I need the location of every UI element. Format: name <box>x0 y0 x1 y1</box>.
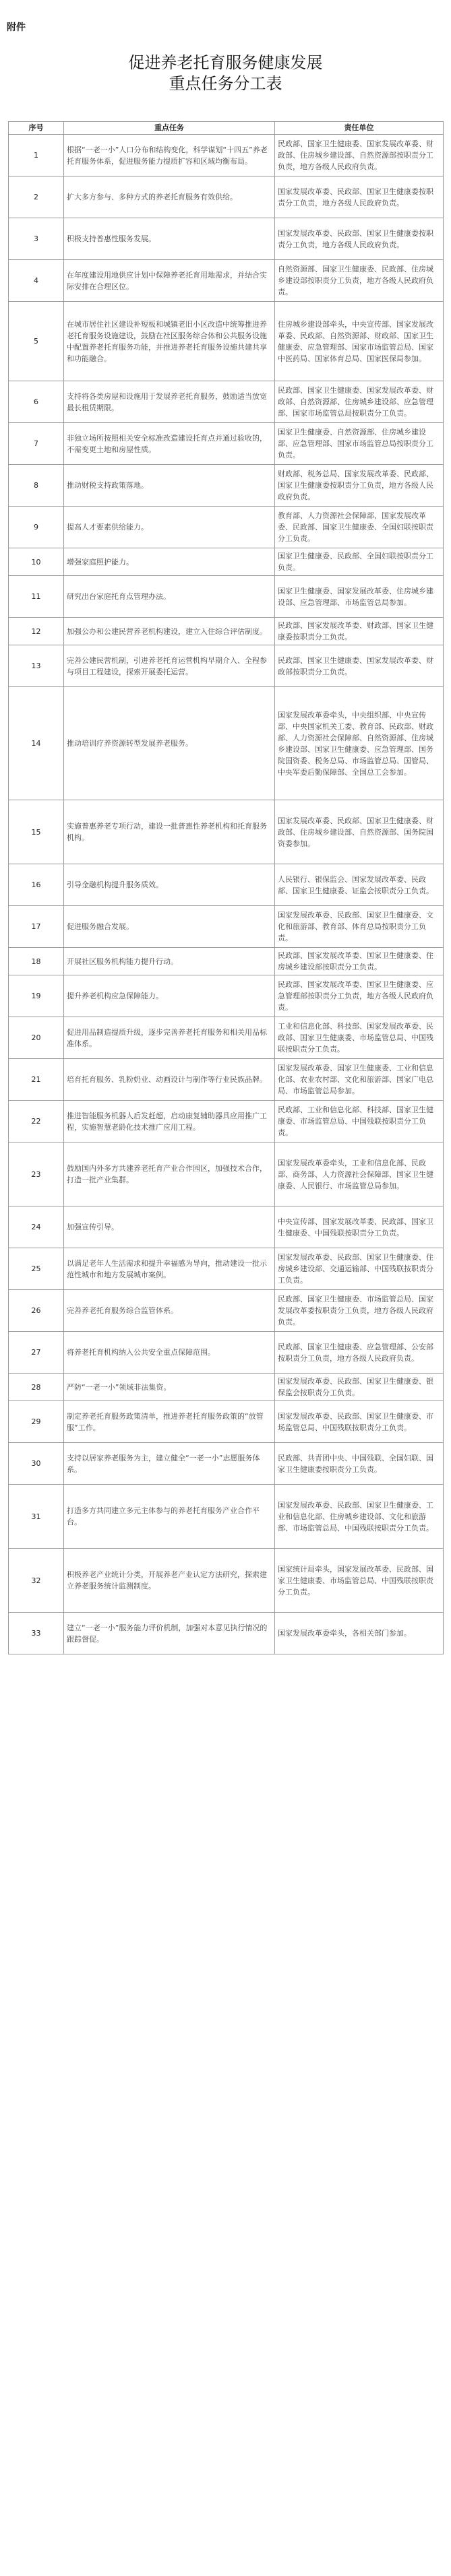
row-number: 1 <box>9 135 64 176</box>
row-task: 提高人才要素供给能力。 <box>64 507 275 548</box>
row-task: 实施普惠养老专项行动，建设一批普惠性养老机构和托育服务机构。 <box>64 800 275 864</box>
table-row <box>9 135 444 176</box>
table-row <box>9 800 444 864</box>
row-units: 民政部、共青团中央、中国残联、全国妇联、国家卫生健康委按职责分工负责。 <box>275 1443 444 1485</box>
row-units: 民政部、国家卫生健康委、国家发展改革委、财政部按职责分工负责。 <box>275 645 444 687</box>
row-number: 22 <box>9 1101 64 1142</box>
row-number: 29 <box>9 1401 64 1443</box>
table-row <box>9 302 444 381</box>
table-row <box>9 948 444 975</box>
table-row <box>9 864 444 906</box>
task-table <box>8 121 444 1654</box>
header-number: 序号 <box>9 122 64 135</box>
row-number: 8 <box>9 465 64 507</box>
row-task: 非独立场所按照相关安全标准改造建设托育点并通过验收的，不需变更土地和房屋性质。 <box>64 423 275 465</box>
row-number: 7 <box>9 423 64 465</box>
row-units: 民政部、国家发展改革委、国家卫生健康委、住房城乡建设部按职责分工负责。 <box>275 948 444 975</box>
row-task: 加强公办和公建民营养老机构建设，建立入住综合评估制度。 <box>64 618 275 645</box>
row-task: 推动财税支持政策落地。 <box>64 465 275 507</box>
row-units: 国家发展改革委、民政部、国家卫生健康委、财政部、住房城乡建设部、自然资源部、国务院国资委参加。 <box>275 800 444 864</box>
row-units: 民政部、工业和信息化部、科技部、国家卫生健康委、市场监管总局、中国残联按职责分工负责。 <box>275 1101 444 1142</box>
row-task: 推进智能服务机器人后发赶超，启动康复辅助器具应用推广工程，实施智慧老龄化技术推广应用工程。 <box>64 1101 275 1142</box>
row-task: 在年度建设用地供应计划中保障养老托育用地需求，并结合实际安排在合理区位。 <box>64 260 275 302</box>
row-units: 民政部、国家卫生健康委、应急管理部、公安部按职责分工负责，地方各级人民政府负责。 <box>275 1332 444 1374</box>
row-number: 10 <box>9 548 64 576</box>
table-row <box>9 260 444 302</box>
row-task: 支持将各类房屋和设施用于发展养老托育服务，鼓励适当放宽最长租赁期限。 <box>64 381 275 423</box>
row-number: 13 <box>9 645 64 687</box>
row-number: 5 <box>9 302 64 381</box>
row-task: 在城市居住社区建设补短板和城镇老旧小区改造中统筹推进养老托育服务设施建设，鼓励在社区服务综合体和公共服务设施中配置养老托育服务功能，并推进养老托育服务设施共建共享和功能融合。 <box>64 302 275 381</box>
table-row <box>9 548 444 576</box>
row-task: 加强宣传引导。 <box>64 1206 275 1248</box>
row-units: 民政部、国家卫生健康委、市场监管总局、国家发展改革委按职责分工负责，地方各级人民政府负责。 <box>275 1290 444 1332</box>
row-task: 扩大多方参与、多种方式的养老托育服务有效供给。 <box>64 176 275 218</box>
table-row <box>9 1549 444 1613</box>
row-task: 制定养老托育服务政策清单，推进养老托育服务政策的“放管服”工作。 <box>64 1401 275 1443</box>
header-units: 责任单位 <box>275 122 444 135</box>
table-row <box>9 381 444 423</box>
table-row <box>9 1332 444 1374</box>
attachment-label: 附件 <box>7 22 26 33</box>
row-task: 以满足老年人生活需求和提升幸福感为导向，推动建设一批示范性城市和地方发展城市案例。 <box>64 1248 275 1290</box>
document-title <box>0 53 451 94</box>
table-row <box>9 975 444 1017</box>
row-units: 自然资源部、国家卫生健康委、民政部、住房城乡建设部按职责分工负责，地方各级人民政府负责。 <box>275 260 444 302</box>
row-task: 培育托育服务、乳粉奶业、动画设计与制作等行业民族品牌。 <box>64 1059 275 1101</box>
row-units: 民政部、国家发展改革委、财政部、国家卫生健康委按职责分工负责。 <box>275 618 444 645</box>
table-row <box>9 618 444 645</box>
row-task: 推动培训疗养资源转型发展养老服务。 <box>64 687 275 800</box>
table-row <box>9 1142 444 1206</box>
row-units: 国家卫生健康委、民政部、全国妇联按职责分工负责。 <box>275 548 444 576</box>
table-row <box>9 465 444 507</box>
row-units: 国家发展改革委、民政部、国家卫生健康委、工业和信息化部、住房城乡建设部、文化和旅游部、市场监管总局、中国残联按职责分工负责。 <box>275 1485 444 1549</box>
row-task: 积极支持普惠性服务发展。 <box>64 218 275 260</box>
row-task: 完善公建民营机制，引进养老托育运营机构早期介入、全程参与项目工程建设，探索开展委托运营。 <box>64 645 275 687</box>
row-units: 国家发展改革委牵头，中央组织部、中央宣传部、中央国家机关工委、教育部、民政部、财政部、人力资源社会保障部、自然资源部、住房城乡建设部、国家卫生健康委、应急管理部、国务院国资委、税务总局、市场监管总局、国管局、中央军委后勤保障部、全国总工会参加。 <box>275 687 444 800</box>
row-units: 国家发展改革委、民政部、国家卫生健康委、文化和旅游部、教育部、体育总局按职责分工负责。 <box>275 906 444 948</box>
table-row <box>9 1374 444 1401</box>
title-line-1: 促进养老托育服务健康发展 <box>128 53 323 72</box>
row-units: 民政部、国家发展改革委、国家卫生健康委、应急管理部按职责分工负责，地方各级人民政府负责。 <box>275 975 444 1017</box>
row-units: 国家卫生健康委、国家发展改革委、住房城乡建设部、应急管理部、市场监管总局参加。 <box>275 576 444 618</box>
row-task: 将养老托育机构纳入公共安全重点保障范围。 <box>64 1332 275 1374</box>
table-row <box>9 218 444 260</box>
row-task: 研究出台家庭托育点管理办法。 <box>64 576 275 618</box>
row-units: 国家卫生健康委、自然资源部、住房城乡建设部、应急管理部、国家市场监管总局按职责分工负责。 <box>275 423 444 465</box>
row-number: 31 <box>9 1485 64 1549</box>
table-row <box>9 906 444 948</box>
row-units: 国家统计局牵头，国家发展改革委、民政部、国家卫生健康委、市场监管总局、中国残联按职责分工负责。 <box>275 1549 444 1613</box>
row-units: 人民银行、银保监会、国家发展改革委、民政部、国家卫生健康委、证监会按职责分工负责。 <box>275 864 444 906</box>
row-task: 支持以居家养老服务为主，建立健全“一老一小”志愿服务体系。 <box>64 1443 275 1485</box>
row-number: 9 <box>9 507 64 548</box>
table-row <box>9 1101 444 1142</box>
table-row <box>9 507 444 548</box>
row-number: 27 <box>9 1332 64 1374</box>
row-units: 国家发展改革委、民政部、国家卫生健康委按职责分工负责，地方各级人民政府负责。 <box>275 176 444 218</box>
table-row <box>9 576 444 618</box>
title-line-2: 重点任务分工表 <box>169 74 282 93</box>
row-units: 中央宣传部、国家发展改革委、民政部、国家卫生健康委、中国残联按职责分工负责。 <box>275 1206 444 1248</box>
table-row <box>9 1206 444 1248</box>
row-units: 国家发展改革委、民政部、国家卫生健康委、市场监管总局、中国残联按职责分工负责。 <box>275 1401 444 1443</box>
table-row <box>9 1443 444 1485</box>
row-task: 开展社区服务机构能力提升行动。 <box>64 948 275 975</box>
row-number: 12 <box>9 618 64 645</box>
row-task: 促进用品制造提质升级，逐步完善养老托育服务和相关用品标准体系。 <box>64 1017 275 1059</box>
row-task: 完善养老托育服务综合监管体系。 <box>64 1290 275 1332</box>
row-units: 国家发展改革委、民政部、国家卫生健康委按职责分工负责，地方各级人民政府负责。 <box>275 218 444 260</box>
table-row <box>9 1059 444 1101</box>
row-number: 28 <box>9 1374 64 1401</box>
row-number: 32 <box>9 1549 64 1613</box>
row-number: 6 <box>9 381 64 423</box>
row-units: 民政部、国家卫生健康委、国家发展改革委、财政部、自然资源部、住房城乡建设部、应急管理部、国家市场监管总局按职责分工负责。 <box>275 381 444 423</box>
row-number: 21 <box>9 1059 64 1101</box>
row-number: 14 <box>9 687 64 800</box>
row-task: 建立“一老一小”服务能力评价机制，加强对本意见执行情况的跟踪督促。 <box>64 1613 275 1654</box>
row-number: 3 <box>9 218 64 260</box>
row-number: 23 <box>9 1142 64 1206</box>
row-task: 增强家庭照护能力。 <box>64 548 275 576</box>
row-units: 国家发展改革委、民政部、国家卫生健康委、住房城乡建设部、交通运输部、中国残联按职责分工负责。 <box>275 1248 444 1290</box>
row-number: 15 <box>9 800 64 864</box>
row-number: 26 <box>9 1290 64 1332</box>
row-units: 财政部、税务总局、国家发展改革委、民政部、国家卫生健康委按职责分工负责，地方各级人民政府负责。 <box>275 465 444 507</box>
row-number: 24 <box>9 1206 64 1248</box>
row-number: 17 <box>9 906 64 948</box>
row-number: 2 <box>9 176 64 218</box>
table-row <box>9 1248 444 1290</box>
table-row <box>9 1485 444 1549</box>
row-task: 提升养老机构应急保障能力。 <box>64 975 275 1017</box>
row-task: 严防“一老一小”领域非法集资。 <box>64 1374 275 1401</box>
table-header-row <box>9 122 444 135</box>
row-task: 促进服务融合发展。 <box>64 906 275 948</box>
row-units: 住房城乡建设部牵头，中央宣传部、国家发展改革委、民政部、自然资源部、财政部、国家卫生健康委、应急管理部、国家市场监管总局、国家中医药局、国家体育总局、国家医保局参加。 <box>275 302 444 381</box>
row-units: 工业和信息化部、科技部、国家发展改革委、民政部、国家卫生健康委、市场监管总局、中国残联按职责分工负责。 <box>275 1017 444 1059</box>
table-row <box>9 176 444 218</box>
row-units: 教育部、人力资源社会保障部、国家发展改革委、民政部、国家卫生健康委、全国妇联按职责分工负责。 <box>275 507 444 548</box>
table-row <box>9 645 444 687</box>
row-number: 19 <box>9 975 64 1017</box>
table-row <box>9 1613 444 1654</box>
row-task: 引导金融机构提升服务质效。 <box>64 864 275 906</box>
row-number: 20 <box>9 1017 64 1059</box>
table-row <box>9 1017 444 1059</box>
row-number: 16 <box>9 864 64 906</box>
row-number: 11 <box>9 576 64 618</box>
table-body <box>9 135 444 1654</box>
table-row <box>9 1401 444 1443</box>
row-number: 33 <box>9 1613 64 1654</box>
row-task: 根据“一老一小”人口分布和结构变化，科学谋划“十四五”养老托育服务体系，促进服务能力提质扩容和区域均衡布局。 <box>64 135 275 176</box>
row-number: 18 <box>9 948 64 975</box>
row-task: 积极养老产业统计分类，开展养老产业认定方法研究，探索建立养老服务统计监测制度。 <box>64 1549 275 1613</box>
row-units: 民政部、国家卫生健康委、国家发展改革委、财政部、住房城乡建设部、自然资源部按职责分工负责，地方各级人民政府负责。 <box>275 135 444 176</box>
table-row <box>9 423 444 465</box>
row-units: 国家发展改革委、民政部、国家卫生健康委、银保监会按职责分工负责。 <box>275 1374 444 1401</box>
row-units: 国家发展改革委牵头，各相关部门参加。 <box>275 1613 444 1654</box>
header-task: 重点任务 <box>64 122 275 135</box>
row-number: 25 <box>9 1248 64 1290</box>
row-task: 鼓励国内外多方共建养老托育产业合作园区，加强技术合作，打造一批产业集群。 <box>64 1142 275 1206</box>
table-row <box>9 1290 444 1332</box>
row-number: 4 <box>9 260 64 302</box>
table-row <box>9 687 444 800</box>
row-units: 国家发展改革委、国家卫生健康委、工业和信息化部、农业农村部、文化和旅游部、国家广电总局、市场监管总局参加。 <box>275 1059 444 1101</box>
row-units: 国家发展改革委牵头，工业和信息化部、民政部、商务部、人力资源社会保障部、国家卫生健康委、人民银行、市场监管总局参加。 <box>275 1142 444 1206</box>
row-number: 30 <box>9 1443 64 1485</box>
row-task: 打造多方共同建立多元主体参与的养老托育服务产业合作平台。 <box>64 1485 275 1549</box>
